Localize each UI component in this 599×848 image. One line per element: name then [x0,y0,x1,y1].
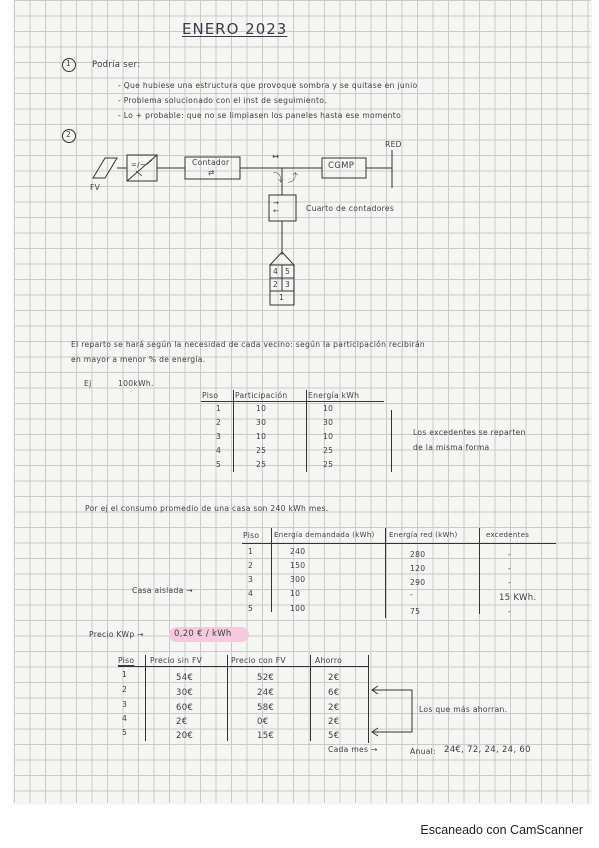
table-cell: 5 [122,728,128,737]
building-floor: 3 [285,280,291,289]
table-cell: 120 [410,564,426,573]
table-cell: 100 [290,604,306,613]
building-floor: 5 [285,267,291,276]
table-divider [145,655,146,741]
section-1-number: 1 [66,59,72,68]
cgmp-label: CGMP [328,161,355,171]
table-cell: 3 [122,700,128,709]
grid-label: RED [385,140,402,149]
table-cell: 30 [323,418,334,427]
table-cell: 54€ [176,673,194,683]
excess-note: Los excedentes se reparten [413,428,526,437]
table-cell: 2 [248,561,254,570]
table-cell: 1 [122,670,128,679]
table-cell: 1 [248,547,254,556]
table-cell: 0€ [257,717,269,727]
section-1-intro: Podría ser: [92,60,141,70]
meter-arrow: ⇄ [208,168,215,177]
page-title: ENERO 2023 [182,20,288,38]
table-header: Precio sin FV [150,656,203,665]
table-cell: 3 [248,575,254,584]
meter-label: Contador [192,158,230,167]
table-cell: 4 [201,444,234,458]
table-cell: 60€ [176,703,194,713]
table-header: Ahorro [315,656,343,665]
table-cell: 300 [290,575,306,584]
table-cell: 2 [122,685,128,694]
monthly-label: Cada mes → [328,745,378,754]
table-cell: 290 [410,578,426,587]
scanner-watermark: Escaneado con CamScanner [420,823,583,837]
table-cell: - [508,550,512,559]
table-cell: 4 [248,589,254,598]
table-header: Piso [118,656,135,665]
table-header: Energía kWh [307,390,385,402]
table-divider [227,655,228,741]
table-row [201,430,384,444]
table-divider [391,410,392,472]
table-cell: 1 [201,402,234,416]
table-cell: 2€ [176,717,188,727]
table-row [201,458,384,472]
table-cell: 5 [248,604,254,613]
table-cell: 58€ [257,703,275,713]
excess-value: 15 KWh. [499,593,537,603]
flow-arrows: ⤵ ⤴ [273,172,299,184]
table-cell: 2€ [328,703,340,713]
section-2-number: 2 [66,130,72,139]
table-cell: 25 [323,446,334,455]
table-cell: 5€ [328,731,340,741]
pv-label: FV [90,183,101,192]
section-1-bullet: - Que hubiese una estructura que provoque sombra y se quitase en junio [118,81,418,90]
excess-note: de la misma forma [413,443,490,452]
table-row [201,402,384,416]
table-cell: 2€ [328,673,340,683]
table-cell: 240 [290,547,306,556]
table-cell: 15€ [257,731,275,741]
annual-values: 24€, 72, 24, 24, 60 [444,745,531,755]
table-divider [385,528,386,618]
table-cell: 10 [234,402,307,416]
table-cell: - [508,564,512,573]
table-cell: 75 [410,607,421,616]
table-header: Precio con FV [231,656,286,665]
isolated-house-label: Casa aislada → [132,586,193,595]
building-floor: 1 [279,293,285,302]
participation-table [201,390,384,472]
table-cell: 280 [410,550,426,559]
table-cell: 52€ [257,673,275,683]
table-cell: 30 [234,416,307,430]
distribution-text: El reparto se hará según la necesidad de cada vecino: según la participación recibirán [71,340,426,349]
table-cell: - [508,607,512,616]
table-cell: 2€ [328,717,340,727]
table-header: Energía red (kWh) [389,531,458,539]
bracket-arrows-icon [344,680,424,740]
table-header: excedentes [486,531,530,539]
table-cell: 3 [201,430,234,444]
table-cell: 30€ [176,688,194,698]
table-header: Piso [201,390,234,402]
section-1-bullet: - Lo + probable: que no se limpiasen los paneles hasta ese momento [118,111,402,120]
inverter-symbol: =/~ [131,161,146,169]
table-row [201,416,384,430]
table-header: Energía demandada (kWh) [274,531,375,539]
table-cell: - [508,578,512,587]
table-divider [479,528,480,614]
table-cell: 2 [201,416,234,430]
table-header: Piso [243,531,260,540]
max-savings-note: Los que más ahorran. [419,705,508,714]
consumption-text: Por ej el consumo promedio de una casa son 240 kWh mes. [85,504,329,513]
table-divider [310,655,311,741]
building-floor: 4 [273,267,279,276]
table-row [201,444,384,458]
example-prefix: Ej [84,379,92,388]
table-cell: 25 [234,458,307,472]
table-cell: - [410,590,414,599]
table-divider [242,543,556,544]
diagram-lines [14,0,591,310]
building-floor: 2 [273,280,279,289]
table-cell: 24€ [257,688,275,698]
annual-label: Anual: [410,747,436,756]
section-1-bullet: - Problema solucionado con el inst de seguimiento. [118,96,327,105]
table-cell: 10 [323,404,334,414]
example-value: 100kWh. [118,379,154,388]
table-divider [271,528,272,612]
table-cell: 10 [290,589,301,598]
table-cell: 4 [122,714,128,723]
table-header: Participación [234,390,307,402]
table-cell: 25 [234,444,307,458]
meter-room-label: Cuarto de contadores [306,204,395,213]
table-cell: 20€ [176,731,194,741]
price-value: 0,20 € / kWh [174,629,232,639]
table-cell: 25 [323,460,334,469]
meter-room-symbol: → ← [273,199,280,215]
price-label: Precio KWp → [89,630,144,639]
table-divider [118,666,368,667]
table-cell: 6€ [328,688,340,698]
table-cell: 10 [323,432,334,441]
table-cell: 5 [201,458,234,472]
bidirectional-arrow: ↔ [272,152,280,162]
notebook-page [14,0,591,803]
table-cell: 150 [290,561,306,570]
distribution-text: en mayor a menor % de energía. [71,355,206,364]
table-cell: 10 [234,430,307,444]
